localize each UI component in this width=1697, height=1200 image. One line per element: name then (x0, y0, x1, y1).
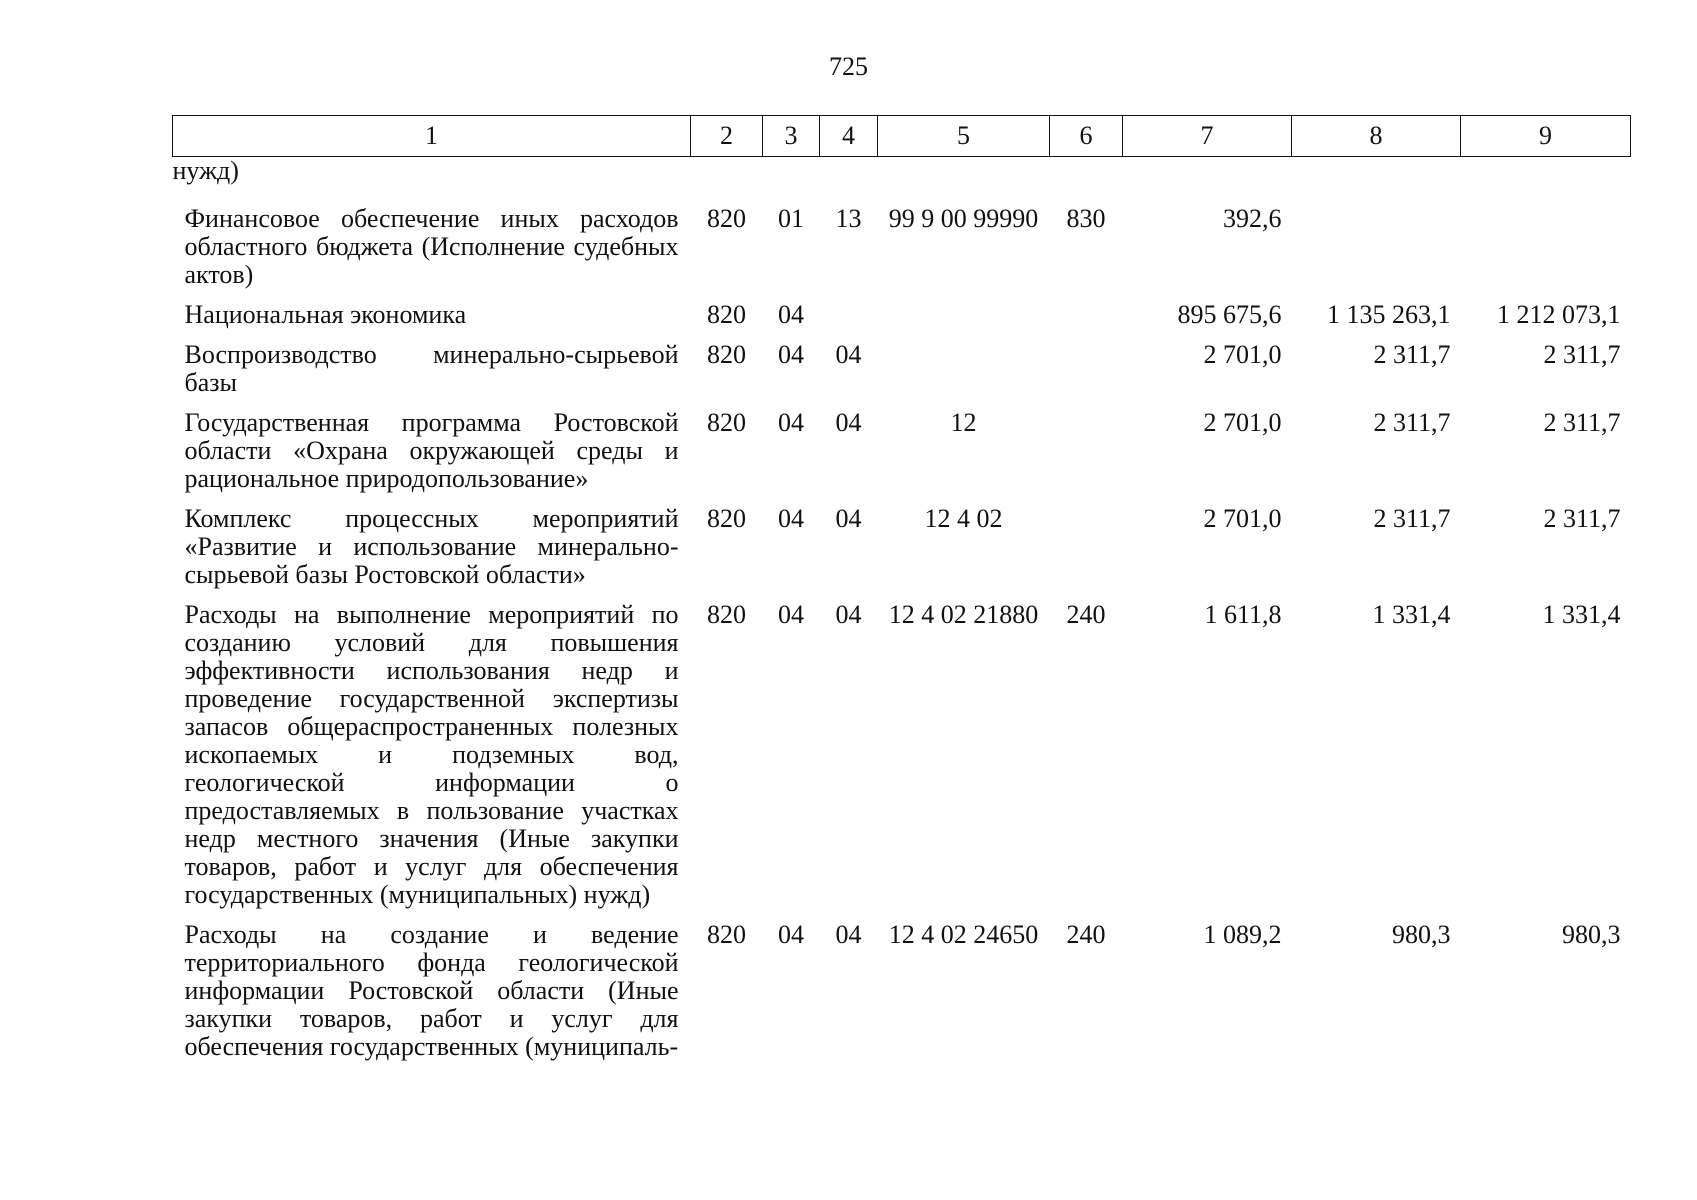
cell-col3: 04 (778, 600, 804, 629)
column-header-7: 7 (1123, 116, 1292, 157)
cell-col9 (1461, 157, 1631, 206)
cell-col5: 12 4 02 24650 (888, 920, 1039, 949)
cell-col7: 895 675,6 (1177, 300, 1282, 329)
cell-col8: 2 311,7 (1373, 408, 1451, 437)
cell-col2: 820 (707, 600, 746, 629)
cell-col3: 04 (778, 300, 804, 329)
column-header-1: 1 (173, 116, 691, 157)
cell-col5: 12 (950, 408, 977, 437)
cell-col3: 04 (778, 504, 804, 533)
column-header-8: 8 (1292, 116, 1461, 157)
budget-table (172, 115, 1631, 1073)
table-row (173, 409, 1631, 505)
row-name: Финансовое обеспечение иных расходов областного бюджета (Исполнение судебных актов) (184, 204, 679, 289)
cell-col4: 04 (835, 408, 862, 437)
cell-col4: 04 (835, 504, 862, 533)
cell-col4: 04 (835, 600, 862, 629)
table-row (173, 205, 1631, 301)
table-row (173, 505, 1631, 601)
cell-col8: 2 311,7 (1373, 340, 1451, 369)
column-header-3: 3 (763, 116, 820, 157)
cell-col8: 1 331,4 (1372, 600, 1451, 629)
cell-col2: 820 (707, 920, 746, 949)
column-header-4: 4 (820, 116, 878, 157)
cell-col7 (1123, 157, 1292, 206)
column-header-6: 6 (1050, 116, 1123, 157)
cell-col7: 1 611,8 (1204, 600, 1282, 629)
cell-col6: 240 (1066, 600, 1106, 629)
cell-col6 (1050, 157, 1123, 206)
page-number: 725 (829, 52, 868, 81)
cell-col4: 13 (835, 204, 862, 233)
cell-col2: 820 (707, 408, 746, 437)
cell-col7: 392,6 (1223, 204, 1282, 233)
row-name: Воспроизводство минерально-сырьевой базы (184, 340, 679, 397)
cell-col9: 2 311,7 (1543, 504, 1621, 533)
cell-col2: 820 (707, 300, 746, 329)
cell-col6 (1050, 505, 1123, 601)
cell-col2 (691, 157, 763, 206)
cell-col9: 2 311,7 (1543, 340, 1621, 369)
cell-col8: 1 135 263,1 (1327, 300, 1451, 329)
cell-col6: 240 (1066, 920, 1106, 949)
cell-col3: 04 (778, 340, 804, 369)
cell-col3: 04 (778, 920, 804, 949)
cell-col6 (1050, 341, 1123, 409)
cell-col3: 01 (778, 204, 804, 233)
cell-col6 (1050, 301, 1123, 341)
cell-col4: 04 (835, 340, 862, 369)
table-row (173, 301, 1631, 341)
table-row (173, 921, 1631, 1073)
cell-col9 (1461, 205, 1631, 301)
cell-col6 (1050, 409, 1123, 505)
cell-col8 (1292, 205, 1461, 301)
row-name: Расходы на выполнение мероприятий по созданию условий для повышения эффективности использования недр и проведение государственной экспертизы запасов общераспространенных полезных ископаемых и подземных вод, геологической информации о предоставляемых в пользование участках недр местного значения (Иные закупки товаров, работ и услуг для обеспечения государственных (муниципальных) нужд) (184, 600, 679, 909)
cell-col4 (820, 301, 878, 341)
cell-col3: 04 (778, 408, 804, 437)
cell-col9: 1 212 073,1 (1497, 300, 1621, 329)
row-name: Расходы на создание и ведение территориального фонда геологической информации Ростовской области (Иные закупки товаров, работ и услуг для обеспечения государственных (муниципаль- (184, 920, 679, 1061)
cell-col4 (820, 157, 878, 206)
cell-col5 (878, 341, 1050, 409)
column-header-2: 2 (691, 116, 763, 157)
cell-col5: 12 4 02 (924, 504, 1003, 533)
row-name: Комплекс процессных мероприятий «Развитие и использование минерально-сырьевой базы Ростовской области» (184, 504, 679, 589)
cell-col9: 2 311,7 (1543, 408, 1621, 437)
cell-col9: 980,3 (1562, 920, 1621, 949)
row-name: нужд) (172, 156, 239, 185)
cell-col2: 820 (707, 504, 746, 533)
cell-col6: 830 (1066, 204, 1106, 233)
cell-col7: 2 701,0 (1203, 408, 1282, 437)
cell-col9: 1 331,4 (1542, 600, 1621, 629)
row-name: Государственная программа Ростовской области «Охрана окружающей среды и рациональное природопользование» (184, 408, 679, 493)
cell-col7: 1 089,2 (1203, 920, 1282, 949)
row-name: Национальная экономика (184, 300, 467, 329)
table-row (173, 341, 1631, 409)
column-header-9: 9 (1461, 116, 1631, 157)
table-row (173, 601, 1631, 921)
cell-col8: 2 311,7 (1373, 504, 1451, 533)
cell-col5 (878, 301, 1050, 341)
table-header-row (173, 116, 1631, 157)
cell-col2: 820 (707, 340, 746, 369)
cell-col2: 820 (707, 204, 746, 233)
cell-col4: 04 (835, 920, 862, 949)
column-header-5: 5 (878, 116, 1050, 157)
cell-col8: 980,3 (1392, 920, 1451, 949)
cell-col3 (763, 157, 820, 206)
cell-col8 (1292, 157, 1461, 206)
cell-col5: 99 9 00 99990 (888, 204, 1039, 233)
table-row (173, 157, 1631, 206)
cell-col7: 2 701,0 (1203, 504, 1282, 533)
cell-col5: 12 4 02 21880 (888, 600, 1039, 629)
cell-col5 (878, 157, 1050, 206)
cell-col7: 2 701,0 (1203, 340, 1282, 369)
